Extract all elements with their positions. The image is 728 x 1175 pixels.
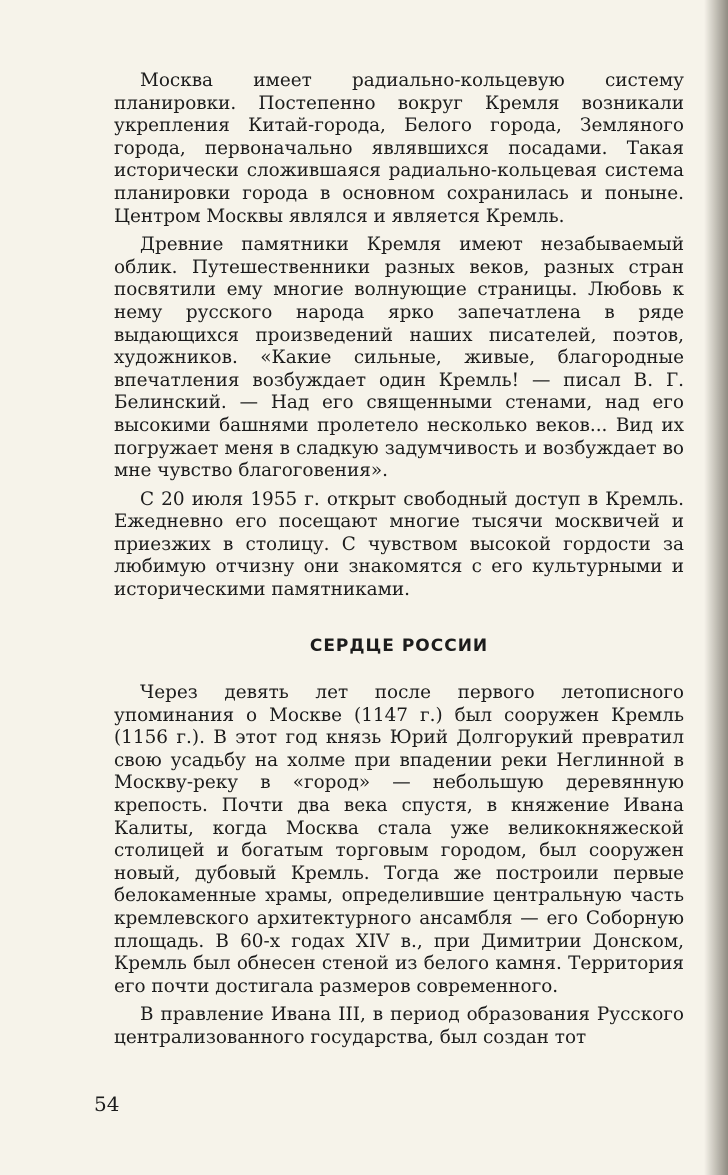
paragraph: Через девять лет после первого летописного упоминания о Москве (1147 г.) был сооружен Кремль (1156 г.). В этот год князь Юрий Долгорукий превратил свою усадьбу на холме при впадении реки Неглинной в Москву-реку в «город» — небольшую деревянную крепость. Почти два века спустя, в княжение Ивана Калиты, когда Москва стала уже великокняжеской столицей и богатым торговым городом, был сооружен новый, дубовый Кремль. Тогда же построили первые белокаменные храмы, определившие центральную часть кремлевского архитектурного ансамбля — его Соборную площадь. В 60-х годах XIV в., при Димитрии Донском, Кремль был обнесен стеной из белого камня. Территория его почти достигала размеров современного. <box>114 682 684 997</box>
intro-text <box>114 70 684 602</box>
page-edge-shadow <box>704 0 728 1175</box>
section-heading: СЕРДЦЕ РОССИИ <box>309 636 489 656</box>
section-text <box>114 682 684 1050</box>
paragraph: Древние памятники Кремля имеют незабываемый облик. Путешественники разных веков, разных стран посвятили ему многие волнующие страницы. Любовь к нему русского народа ярко запечатлена в ряде выдающихся произведений наших писателей, поэтов, художников. «Какие сильные, живые, благородные впечатления возбуждает один Кремль! — писал В. Г. Белинский. — Над его священными стенами, над его высокими башнями пролетело несколько веков... Вид их погружает меня в сладкую задумчивость и возбуждает во мне чувство благоговения». <box>114 234 684 482</box>
paragraph: В правление Ивана III, в период образования Русского централизованного государства, был создан тот <box>114 1004 684 1048</box>
paragraph: С 20 июля 1955 г. открыт свободный доступ в Кремль. Ежедневно его посещают многие тысячи москвичей и приезжих в столицу. С чувством высокой гордости за любимую отчизну они знакомятся с его культурными и историческими памятниками. <box>114 488 684 601</box>
paragraph: Москва имеет радиально-кольцевую систему планировки. Постепенно вокруг Кремля возникали укрепления Китай-города, Белого города, Земляного города, первоначально являвшихся посадами. Такая исторически сложившаяся радиально-кольцевая система планировки города в основном сохранилась и поныне. Центром Москвы являлся и является Кремль. <box>114 70 684 227</box>
page-number: 54 <box>94 1092 120 1116</box>
